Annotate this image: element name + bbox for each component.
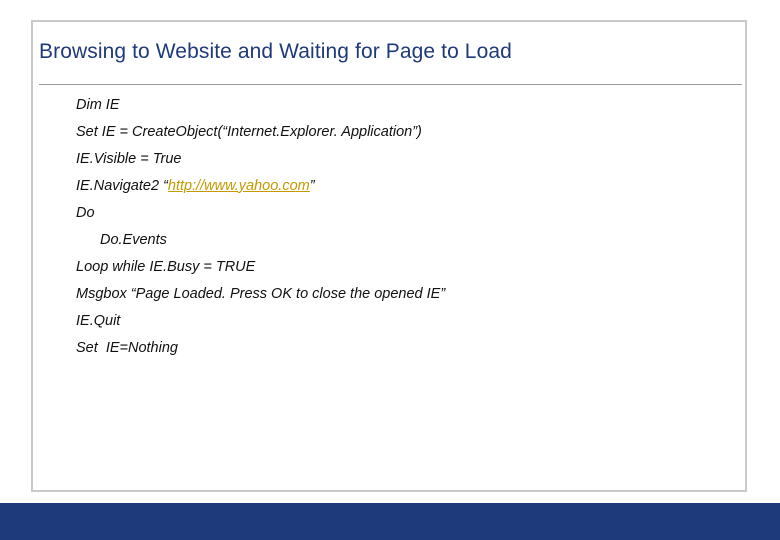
navigate-suffix: ” [309, 178, 315, 194]
code-line-set-nothing: Set IE=Nothing [76, 340, 178, 356]
code-block [76, 95, 445, 365]
yahoo-link[interactable]: http://www.yahoo.com [167, 178, 310, 194]
title-divider [39, 84, 742, 85]
code-line-loop: Loop while IE.Busy = TRUE [76, 259, 256, 275]
code-line-dim: Dim IE [76, 97, 120, 113]
code-line-quit: IE.Quit [76, 313, 121, 329]
code-line-do: Do [76, 205, 95, 221]
code-line-msgbox: Msgbox “Page Loaded. Press OK to close the opened IE” [76, 286, 446, 302]
code-line-doevents: Do.Events [100, 232, 167, 248]
slide-title: Browsing to Website and Waiting for Page to Load [39, 40, 512, 63]
navigate-prefix: IE.Navigate2 “ [76, 178, 168, 194]
footer-bar [0, 503, 780, 540]
code-line-visible: IE.Visible = True [76, 151, 182, 167]
code-line-set-ie: Set IE = CreateObject(“Internet.Explorer. Application”) [76, 124, 422, 140]
code-line-navigate [76, 176, 445, 203]
